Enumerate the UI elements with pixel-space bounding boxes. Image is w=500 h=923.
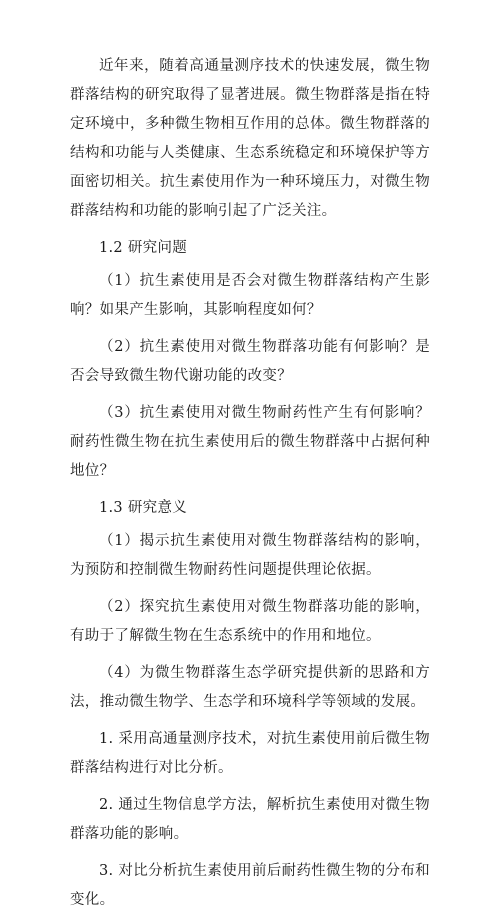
method-item-2: 2. 通过生物信息学方法，解析抗生素使用对微生物群落功能的影响。 — [70, 797, 430, 842]
method-item-1: 1. 采用高通量测序技术，对抗生素使用前后微生物群落结构进行对比分析。 — [70, 731, 430, 776]
section-heading-research-questions: 1.2 研究问题 — [99, 240, 188, 256]
document-body — [70, 52, 430, 923]
research-question-2: （2）抗生素使用对微生物群落功能有何影响？是否会导致微生物代谢功能的改变？ — [70, 339, 430, 384]
research-question-1: （1）抗生素使用是否会对微生物群落结构产生影响？如果产生影响，其影响程度如何？ — [70, 273, 430, 318]
significance-item-1: （1）揭示抗生素使用对微生物群落结构的影响，为预防和控制微生物耐药性问题提供理论依据。 — [70, 533, 430, 578]
research-question-3: （3）抗生素使用对微生物耐药性产生有何影响？耐药性微生物在抗生素使用后的微生物群落中占据何种地位？ — [70, 405, 430, 479]
significance-item-2: （2）探究抗生素使用对微生物群落功能的影响，有助于了解微生物在生态系统中的作用和地位。 — [70, 599, 430, 644]
intro-paragraph: 近年来，随着高通量测序技术的快速发展，微生物群落结构的研究取得了显著进展。微生物群落是指在特定环境中，多种微生物相互作用的总体。微生物群落的结构和功能与人类健康、生态系统稳定和环境保护等方面密切相关。抗生素使用作为一种环境压力，对微生物群落结构和功能的影响引起了广泛关注。 — [70, 58, 430, 219]
method-item-3: 3. 对比分析抗生素使用前后耐药性微生物的分布和变化。 — [70, 863, 430, 908]
section-heading-research-significance: 1.3 研究意义 — [99, 500, 188, 516]
significance-item-4: （4）为微生物群落生态学研究提供新的思路和方法，推动微生物学、生态学和环境科学等领域的发展。 — [70, 665, 430, 710]
